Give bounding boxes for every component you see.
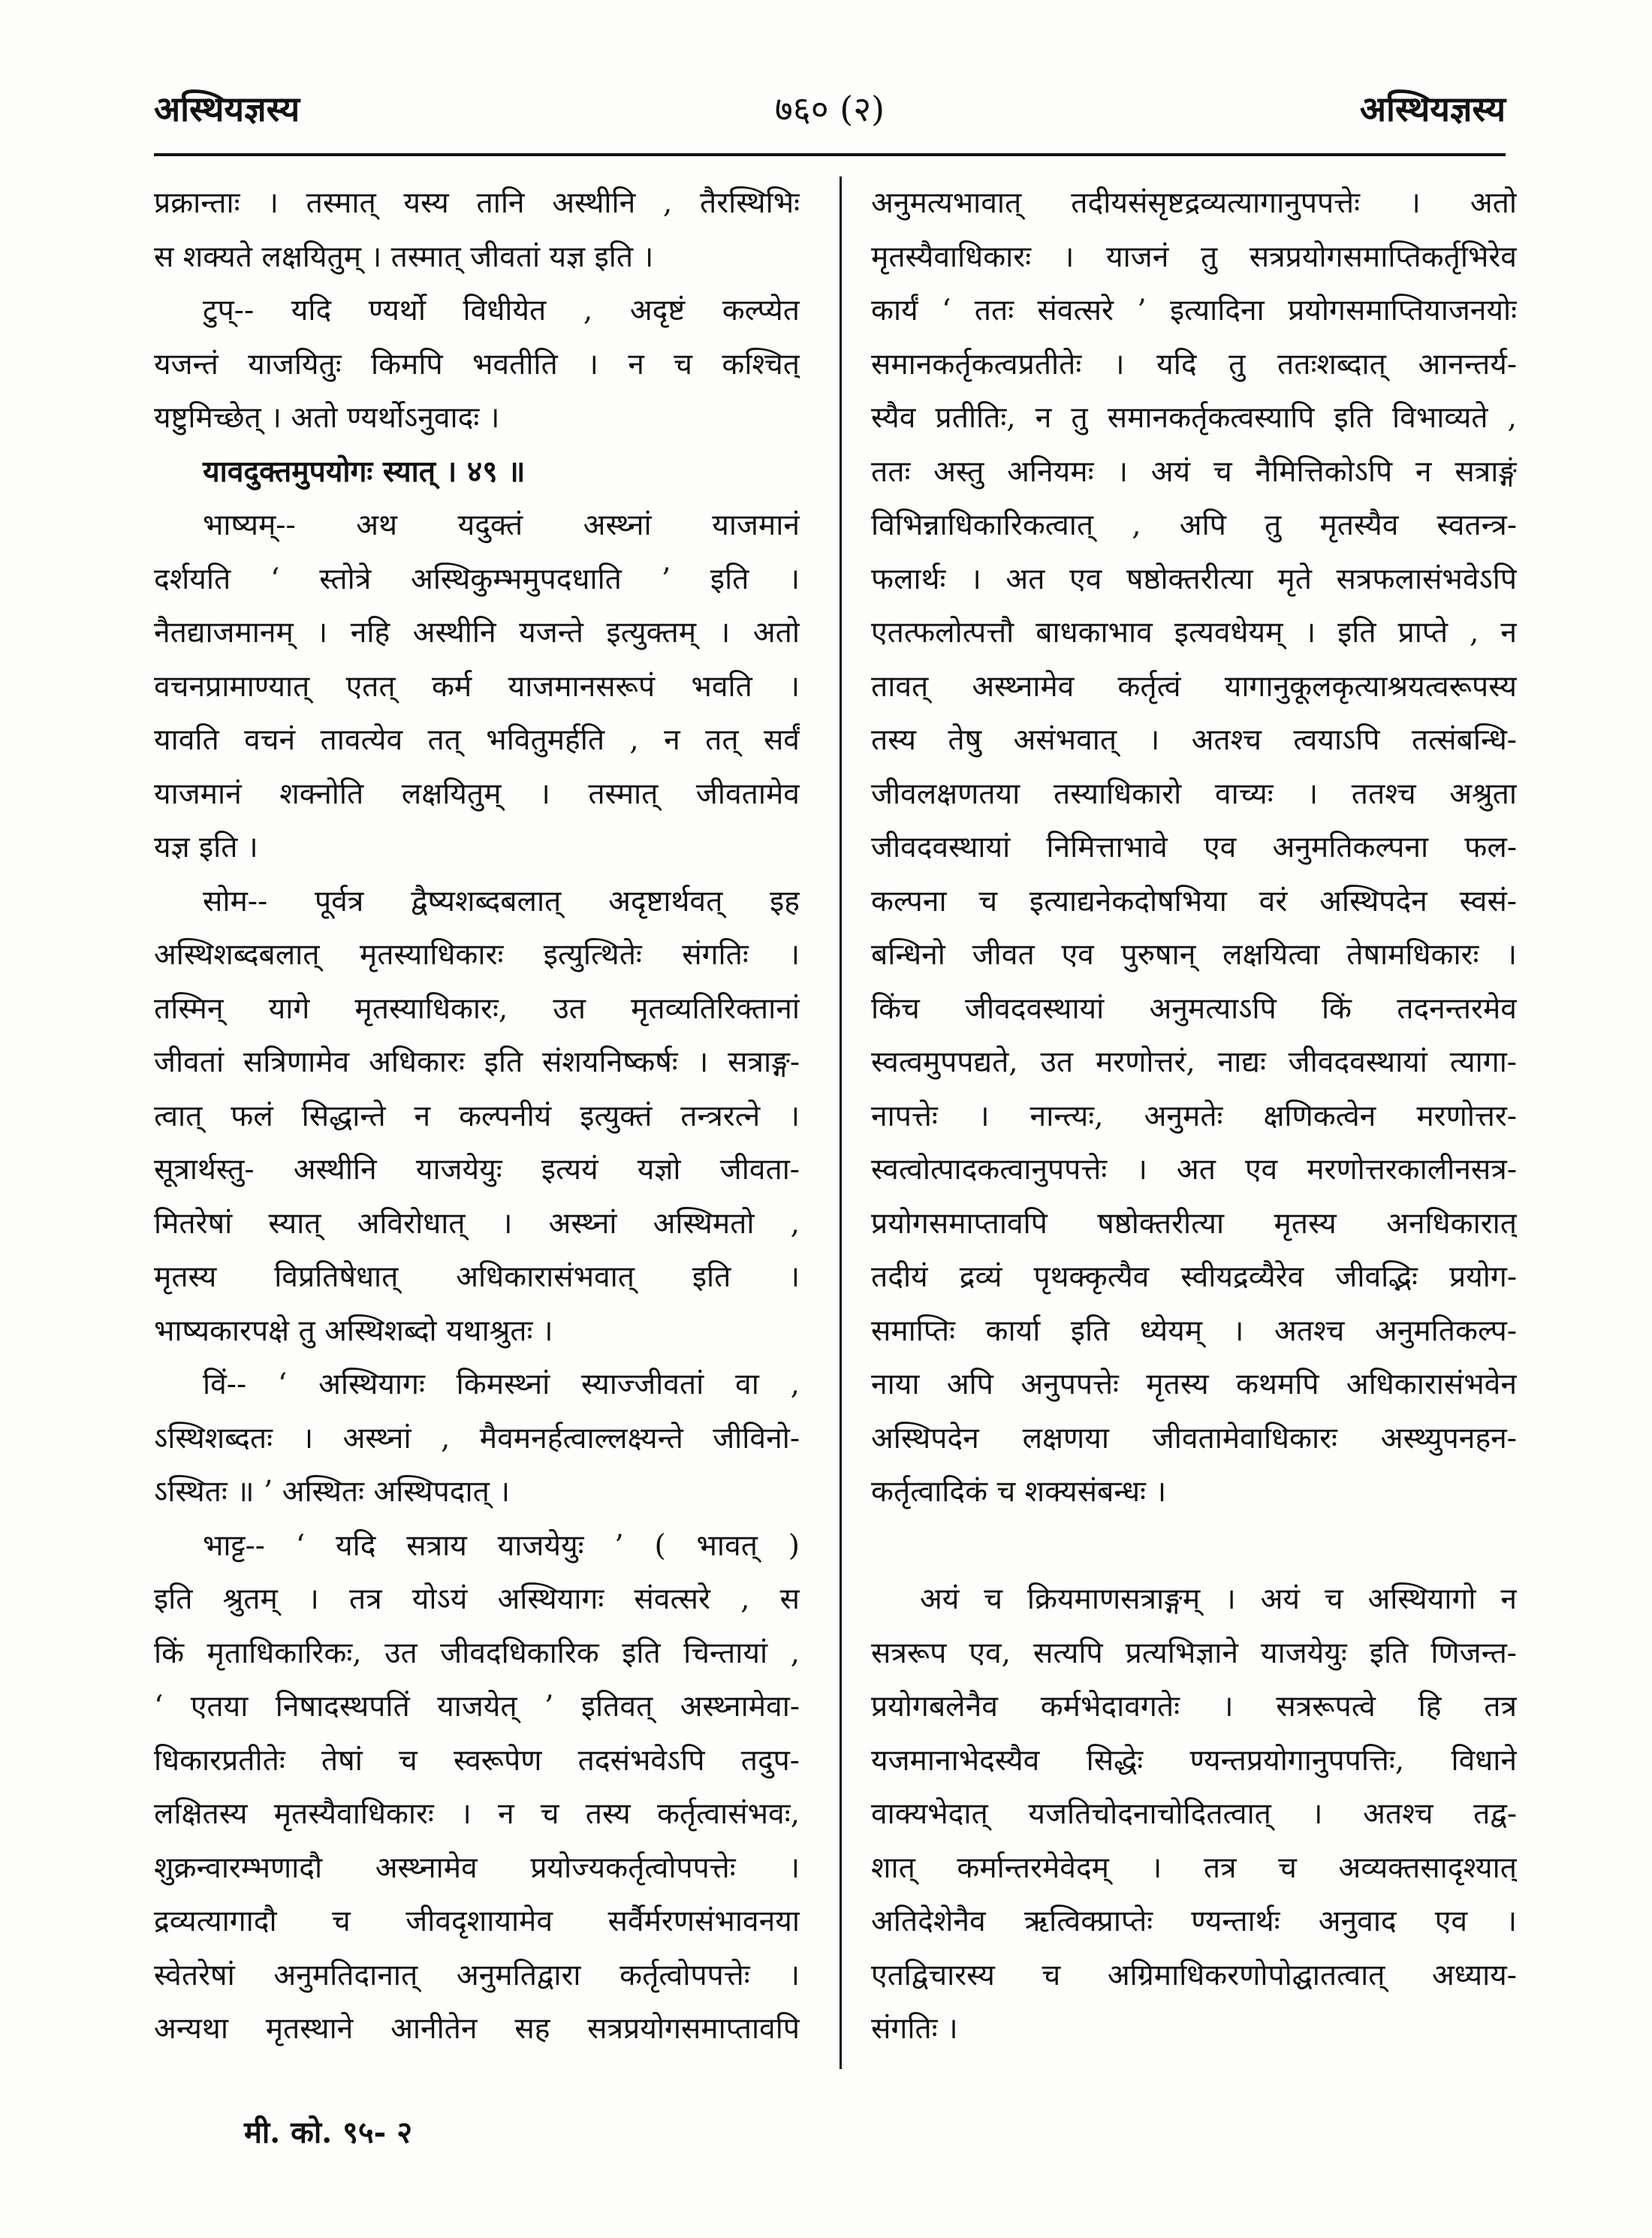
text-line: अतिदेशेनैव ऋत्विक्प्राप्तेः ण्यन्तार्थः अनुवाद एव । — [871, 1905, 1517, 1938]
text-line: विं-- ‘ अस्थियागः किमस्थ्नां स्याज्जीवतां वा , — [203, 1368, 800, 1401]
text-line: बन्धिनो जीवत एव पुरुषान् लक्षयित्वा तेषामधिकारः । — [871, 938, 1517, 972]
text-line: यजमानाभेदस्यैव सिद्धेः ण्यन्तप्रयोगानुपपत्तिः, विधाने — [871, 1743, 1517, 1778]
text-line: भाष्यम्-- अथ यदुक्तं अस्थ्नां याजमानं — [203, 508, 800, 542]
text-line: सत्ररूप एव, सत्यपि प्रत्यभिज्ञाने याजयेयुः इति णिजन्त- — [871, 1636, 1517, 1670]
header-right-title: अस्थियज्ञस्य — [1359, 89, 1506, 129]
text-line: जीवलक्षणतया तस्याधिकारो वाच्यः । ततश्च अश्रुता — [871, 777, 1517, 811]
text-line: स्यैव प्रतीतिः, न तु समानकर्तृकत्वस्यापि इति विभाव्यते , — [871, 401, 1517, 435]
text-line: द्रव्यत्यागादौ च जीवदृशायामेव सर्वैर्मरणसंभावनया — [154, 1905, 800, 1938]
text-line: प्रक्रान्ताः । तस्मात् यस्य तानि अस्थीनि , तैरस्थिभिः — [154, 186, 800, 220]
text-line: सोम-- पूर्वत्र द्वैष्यशब्दबलात् अदृष्टार्थवत् इह — [203, 884, 800, 918]
text-line: स्वत्वोत्पादकत्वानुपपत्तेः । अत एव मरणोत्तरकालीनसत्र- — [871, 1153, 1517, 1187]
text-line: टुप्-- यदि ण्यर्थो विधीयेत , अदृष्टं कल्प्येत — [203, 294, 800, 327]
text-line: नापत्तेः । नान्त्यः, अनुमतेः क्षणिकत्वेन मरणोत्तर- — [871, 1099, 1517, 1133]
text-line: तावत् अस्थ्नामेव कर्तृत्वं यागानुकूलकृत्याश्रयत्वरूपस्य — [871, 669, 1517, 704]
text-line: शात् कर्मान्तरमेवेदम् । तत्र च अव्यक्तसादृश्यात् — [871, 1850, 1517, 1885]
text-line: वाक्यभेदात् यजतिचोदनाचोदितत्वात् । अतश्च तद्व- — [871, 1797, 1517, 1831]
text-line: नाया अपि अनुपपत्तेः मृतस्य कथमपि अधिकारासंभवेन — [871, 1368, 1517, 1401]
column-divider — [840, 176, 842, 2069]
text-line: एतत्फलोत्पत्तौ बाधकाभाव इत्यवधेयम् । इति प्राप्ते , न — [871, 616, 1517, 650]
text-line: समाप्तिः कार्या इति ध्येयम् । अतश्च अनुमतिकल्प- — [871, 1314, 1517, 1348]
page-number: ७६० (२) — [774, 89, 885, 129]
header-left-title: अस्थियज्ञस्य — [154, 89, 300, 129]
text-line: यजन्तं याजयितुः किमपि भवतीति । न च कश्चित् — [154, 347, 800, 382]
text-line: कल्पना च इत्याद्यनेकदोषभिया वरं अस्थिपदेन स्वसं- — [871, 884, 1517, 918]
text-line: त्वात् फलं सिद्धान्ते न कल्पनीयं इत्युक्तं तन्त्ररत्ने । — [154, 1099, 800, 1133]
sutra-heading: यावदुक्तमुपयोगः स्यात् । ४९ ॥ — [203, 454, 526, 489]
text-line: मृतस्यैवाधिकारः । याजनं तु सत्रप्रयोगसमाप्तिकर्तृभिरेव — [871, 240, 1517, 274]
text-line: विभिन्नाधिकारिकत्वात् , अपि तु मृतस्यैव स्वतन्त्र- — [871, 508, 1517, 542]
text-line: मितरेषां स्यात् अविरोधात् । अस्थ्नां अस्थिमतो , — [154, 1206, 800, 1241]
text-line: संगतिः । — [871, 2012, 958, 2046]
text-line: समानकर्तृकत्वप्रतीतेः । यदि तु ततःशब्दात् आनन्तर्य- — [871, 347, 1517, 382]
text-line: लक्षितस्य मृतस्यैवाधिकारः । न च तस्य कर्तृत्वासंभवः, — [154, 1797, 800, 1831]
text-line: शुक्रन्वारम्भणादौ अस्थ्नामेव प्रयोज्यकर्तृत्वोपपत्तेः । — [154, 1850, 800, 1885]
text-line: फलार्थः । अत एव षष्ठोक्तरीत्या मृते सत्रफलासंभवेऽपि — [871, 562, 1517, 596]
text-line: जीवदवस्थायां निमित्ताभावे एव अनुमतिकल्पना फल- — [871, 831, 1517, 864]
text-line: नैतद्याजमानम् । नहि अस्थीनि यजन्ते इत्युक्तम् । अतो — [154, 616, 800, 650]
text-line: प्रयोगसमाप्तावपि षष्ठोक्तरीत्या मृतस्य अनधिकारात् — [871, 1206, 1517, 1241]
text-line: भाष्यकारपक्षे तु अस्थिशब्दो यथाश्रुतः । — [154, 1314, 553, 1348]
text-line: अस्थिशब्दबलात् मृतस्याधिकारः इत्युत्थितेः संगतिः । — [154, 938, 800, 972]
text-line: अन्यथा मृतस्थाने आनीतेन सह सत्रप्रयोगसमाप्तावपि — [154, 2012, 800, 2046]
text-line: इति श्रुतम् । तत्र योऽयं अस्थियागः संवत्सरे , स — [154, 1582, 800, 1616]
text-line: याजमानं शक्नोति लक्षयितुम् । तस्मात् जीवतामेव — [154, 777, 800, 811]
text-line: तस्य तेषु असंभवात् । अतश्च त्वयाऽपि तत्संबन्धि- — [871, 723, 1517, 757]
text-line: ‘ एतया निषादस्थपतिं याजयेत् ’ इतिवत् अस्थ्नामेवा- — [154, 1690, 800, 1724]
text-line: यज्ञ इति । — [154, 831, 258, 864]
text-line: अयं च क्रियमाणसत्राङ्गम् । अयं च अस्थियागो न — [920, 1582, 1517, 1616]
text-line: अस्थिपदेन लक्षणया जीवतामेवाधिकारः अस्थ्युपनहन- — [871, 1421, 1517, 1455]
page-footer-signature: मी. को. ९५- २ — [244, 2115, 412, 2150]
text-line: किंच जीवदवस्थायां अनुमत्याऽपि किं तदनन्तरमेव — [871, 991, 1517, 1026]
text-line: कार्यं ‘ ततः संवत्सरे ’ इत्यादिना प्रयोगसमाप्तियाजनयोः — [871, 294, 1517, 327]
text-line: मृतस्य विप्रतिषेधात् अधिकारासंभवात् इति । — [154, 1260, 800, 1294]
text-line: किं मृताधिकारिकः, उत जीवदधिकारिक इति चिन्तायां , — [154, 1636, 800, 1670]
text-line: ततः अस्तु अनियमः । अयं च नैमित्तिकोऽपि न सत्राङ्गं — [871, 454, 1517, 489]
text-line: कर्तृत्वादिकं च शक्यसंबन्धः । — [871, 1475, 1167, 1509]
text-line: एतद्विचारस्य च अग्रिमाधिकरणोपोद्घातत्वात् अध्याय- — [871, 1958, 1517, 1992]
text-line: स्वत्वमुपपद्यते, उत मरणोत्तरं, नाद्यः जीवदवस्थायां त्यागा- — [871, 1045, 1517, 1079]
text-line: सूत्रार्थस्तु- अस्थीनि याजयेयुः इत्ययं यज्ञो जीवता- — [154, 1153, 800, 1187]
right-column — [871, 176, 1517, 2056]
text-line: तस्मिन् यागे मृतस्याधिकारः, उत मृतव्यतिरिक्तानां — [154, 991, 800, 1026]
left-column — [154, 176, 800, 2056]
running-header — [154, 75, 1506, 143]
paragraph-gap — [871, 1519, 1517, 1573]
text-line: स शक्यते लक्षयितुम् । तस्मात् जीवतां यज्ञ इति । — [154, 240, 654, 274]
text-line: वचनप्रामाण्यात् एतत् कर्म याजमानसरूपं भवति । — [154, 669, 800, 704]
text-line: यावति वचनं तावत्येव तत् भवितुमर्हति , न तत् सर्वं — [154, 723, 800, 757]
text-line: ऽस्थितः ॥ ’ अस्थितः अस्थिपदात् । — [154, 1475, 510, 1509]
text-line: धिकारप्रतीतेः तेषां च स्वरूपेण तदसंभवेऽपि तदुप- — [154, 1743, 800, 1778]
text-line: स्वेतरेषां अनुमतिदानात् अनुमतिद्वारा कर्तृत्वोपपत्तेः । — [154, 1958, 800, 1992]
text-line: दर्शयति ‘ स्तोत्रे अस्थिकुम्भमुपदधाति ’ इति । — [154, 562, 800, 596]
text-line: भाट्ट-- ‘ यदि सत्राय याजयेयुः ’ ( भावत् ) — [203, 1528, 800, 1563]
text-line: अनुमत्यभावात् तदीयसंसृष्टद्रव्यत्यागानुपपत्तेः । अतो — [871, 186, 1517, 220]
text-line: जीवतां सत्रिणामेव अधिकारः इति संशयनिष्कर्षः । सत्राङ्ग- — [154, 1045, 800, 1079]
text-line: तदीयं द्रव्यं पृथक्कृत्यैव स्वीयद्रव्यैरेव जीवद्भिः प्रयोग- — [871, 1260, 1517, 1294]
text-line: ऽस्थिशब्दतः । अस्थ्नां , मैवमनर्हत्वाल्लक्ष्यन्ते जीविनो- — [154, 1421, 800, 1455]
header-rule — [154, 153, 1506, 156]
text-line: यष्टुमिच्छेत् । अतो ण्यर्थोऽनुवादः । — [154, 401, 500, 435]
text-line: प्रयोगबलेनैव कर्मभेदावगतेः । सत्ररूपत्वे हि तत्र — [871, 1690, 1517, 1724]
